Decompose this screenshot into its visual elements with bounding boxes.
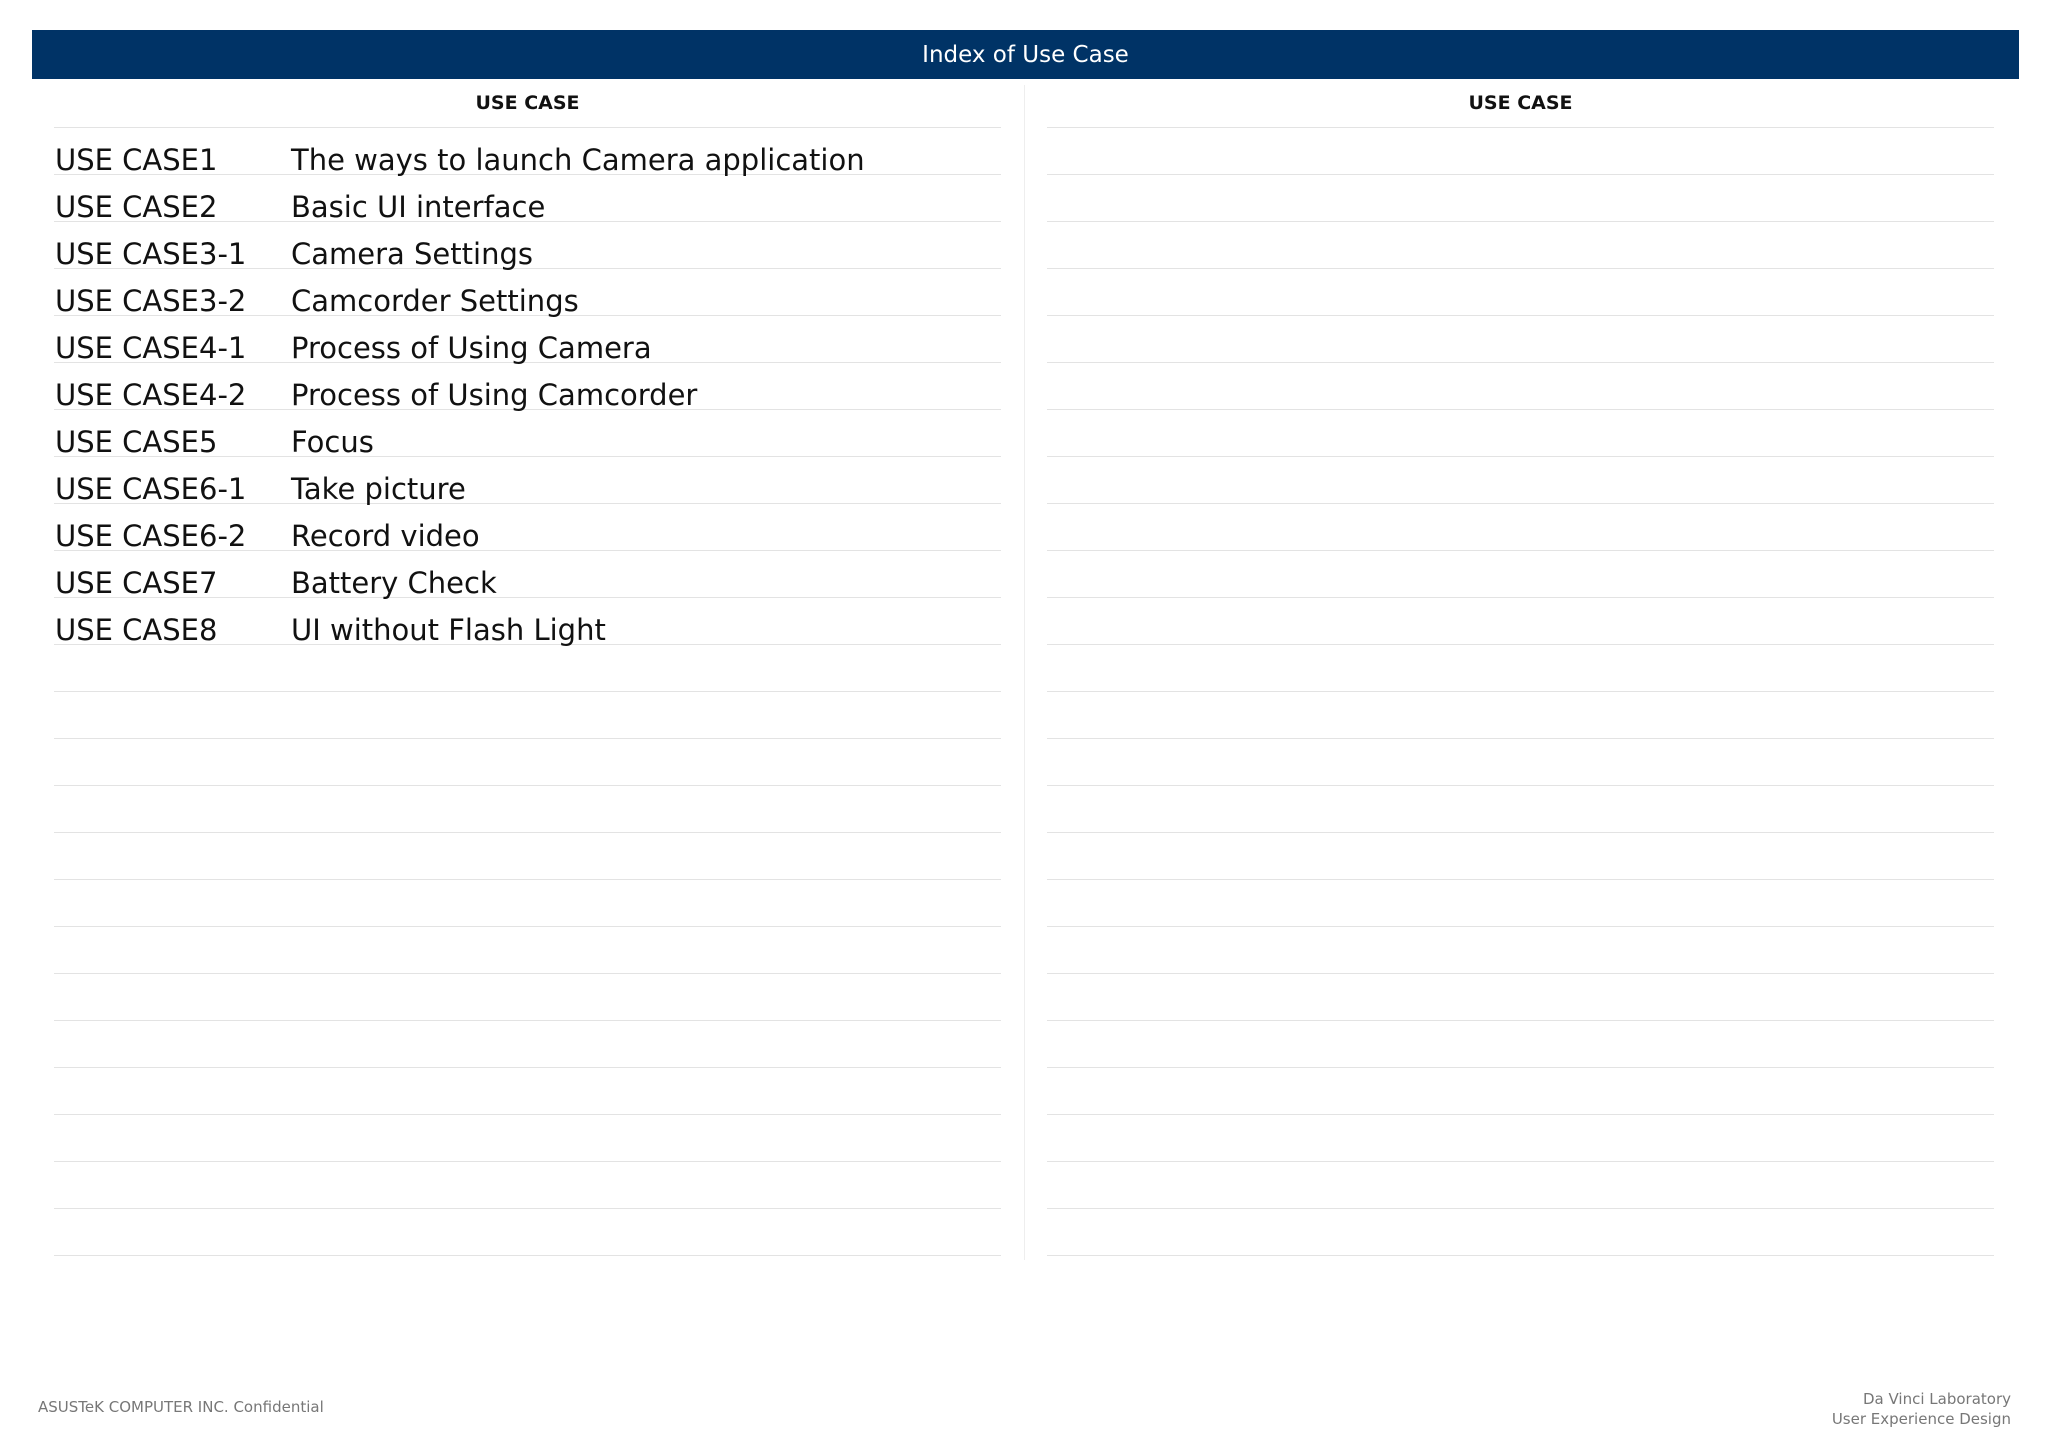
use-case-title: Focus [291,425,374,459]
page-title-bar [32,30,2019,79]
table-row [1047,457,1994,504]
table-row [1047,316,1994,363]
confidential-notice: ASUSTeK COMPUTER INC. Confidential [38,1398,324,1416]
table-row [54,833,1001,880]
use-case-code: USE CASE6-2 [55,519,247,553]
table-row [1047,786,1994,833]
table-row [54,692,1001,739]
table-row [54,974,1001,1021]
lab-department: User Experience Design [1831,1410,2011,1428]
table-row [54,927,1001,974]
table-row [54,128,1001,175]
use-case-code: USE CASE5 [55,425,218,459]
table-row [1047,128,1994,175]
use-case-code: USE CASE1 [55,143,218,177]
table-row [54,504,1001,551]
use-case-title: Process of Using Camera [291,331,652,365]
use-case-code: USE CASE2 [55,190,218,224]
table-row [54,363,1001,410]
column-divider [1024,85,1025,1260]
table-row [1047,1209,1994,1256]
table-row [1047,692,1994,739]
table-row [54,1021,1001,1068]
use-case-code: USE CASE8 [55,613,218,647]
table-row [54,1115,1001,1162]
table-row [54,551,1001,598]
table-row [1047,504,1994,551]
use-case-code: USE CASE3-2 [55,284,247,318]
use-case-title: Process of Using Camcorder [291,378,698,412]
table-row [1047,551,1994,598]
table-row [54,880,1001,927]
table-row [1047,645,1994,692]
use-case-title: Record video [291,519,480,553]
table-row [1047,269,1994,316]
table-row [54,1068,1001,1115]
column-header-left: USE CASE [54,79,1001,128]
use-case-code: USE CASE4-1 [55,331,247,365]
table-row [54,786,1001,833]
table-row [54,457,1001,504]
use-case-code: USE CASE3-1 [55,237,247,271]
use-case-code: USE CASE4-2 [55,378,247,412]
use-case-title: The ways to launch Camera application [291,143,865,177]
use-case-title: Camera Settings [291,237,533,271]
table-row [54,1162,1001,1209]
use-case-title: Camcorder Settings [291,284,579,318]
table-row [1047,927,1994,974]
table-row [54,222,1001,269]
lab-name: Da Vinci Laboratory [1862,1390,2011,1408]
table-row [1047,410,1994,457]
table-row [1047,880,1994,927]
use-case-title: Basic UI interface [291,190,546,224]
table-row [54,175,1001,222]
table-row [1047,222,1994,269]
table-row [54,739,1001,786]
lab-credit [1832,1389,2011,1429]
use-case-column-left [54,79,1001,1256]
use-case-code: USE CASE6-1 [55,472,247,506]
use-case-title: UI without Flash Light [291,613,606,647]
table-row [1047,974,1994,1021]
table-row [1047,1068,1994,1115]
table-row [1047,363,1994,410]
table-row [54,645,1001,692]
table-row [54,316,1001,363]
table-row [54,410,1001,457]
use-case-list-right [1047,128,1994,1256]
use-case-title: Battery Check [291,566,497,600]
table-row [1047,1162,1994,1209]
table-row [1047,1115,1994,1162]
use-case-title: Take picture [291,472,466,506]
use-case-column-right [1047,79,1994,1256]
use-case-code: USE CASE7 [55,566,218,600]
table-row [1047,833,1994,880]
table-row [1047,1021,1994,1068]
table-row [54,269,1001,316]
use-case-list-left [54,128,1001,1256]
table-row [54,598,1001,645]
column-header-right: USE CASE [1047,79,1994,128]
table-row [1047,598,1994,645]
page-title: Index of Use Case [922,41,1129,68]
table-row [54,1209,1001,1256]
table-row [1047,175,1994,222]
table-row [1047,739,1994,786]
